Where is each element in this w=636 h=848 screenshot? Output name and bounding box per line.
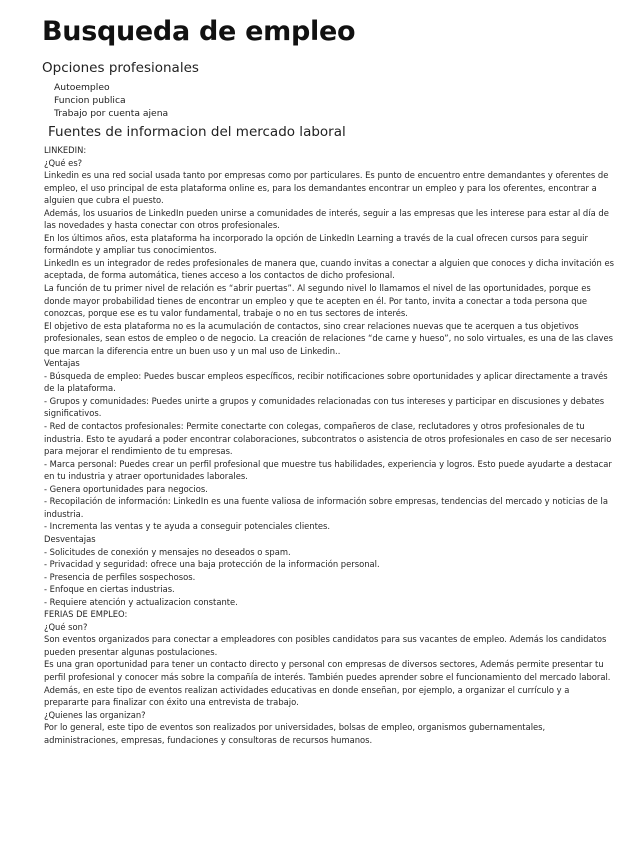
paragraph: - Genera oportunidades para negocios. bbox=[44, 483, 208, 494]
paragraph: LINKEDIN: bbox=[44, 145, 87, 155]
paragraph: Ventajas bbox=[44, 358, 80, 369]
paragraph: - Incrementa las ventas y te ayuda a conseguir potenciales clientes. bbox=[44, 521, 331, 532]
page-title: Busqueda de empleo bbox=[42, 16, 356, 47]
list-item: Trabajo por cuenta ajena bbox=[54, 108, 169, 119]
paragraph: LinkedIn es un integrador de redes profesionales de manera que, cuando invitas a conectar a alguien que conoces y dicha invitación es aceptada, de forma automática, tienes acceso a los contactos de dicho profesional. bbox=[44, 257, 615, 281]
paragraph: - Búsqueda de empleo: Puedes buscar empleos específicos, recibir notificaciones sobre oportunidades y aplicar directamente a través de la plataforma. bbox=[44, 370, 608, 394]
paragraph: La función de tu primer nivel de relación es “abrir puertas”. Al segundo nivel lo llamamos el nivel de las oportunidades, porque es donde mayor probabilidad tienes de encontrar un empleo y que te acepten en él. Por tanto, invita a conectar a toda persona que conozcas, porque ese es tu valor fundamental, trabaje o no en tus sectores de interés. bbox=[44, 283, 591, 319]
paragraph: Son eventos organizados para conectar a empleadores con posibles candidatos para sus vacantes de empleo. Además los candidatos pueden presentar algunas postulaciones. bbox=[44, 634, 607, 657]
paragraph: - Enfoque en ciertas industrias. bbox=[44, 584, 175, 595]
paragraph: El objetivo de esta plataforma no es la acumulación de contactos, sino crear relaciones nuevas que te acerquen a tus objetivos profesionales, sean estos de empleo o de negocio. La creación de relaciones “de carne y hueso”, no solo virtuales, es una de las claves que marcan la diferencia entre un buen uso y un mal uso de Linkedin.. bbox=[44, 320, 613, 356]
paragraph: ¿Qué son? bbox=[44, 621, 88, 632]
paragraph: - Solicitudes de conexión y mensajes no deseados o spam. bbox=[44, 546, 291, 557]
paragraph: Por lo general, este tipo de eventos son realizados por universidades, bolsas de empleo, organismos gubernamentales, administraciones, empresas, fundaciones y consultoras de recursos humanos. bbox=[44, 722, 546, 745]
paragraph: - Privacidad y seguridad: ofrece una baja protección de la información personal. bbox=[44, 559, 380, 570]
paragraph: - Red de contactos profesionales: Permite conectarte con colegas, compañeros de clase, reclutadores y otros profesionales de tu industria. Esto te ayudará a poder encontrar colaboraciones, subcontratos o asistencia de otros profesionales en caso de ser necesario para mejorar el rendimiento de tu empresas. bbox=[44, 421, 612, 457]
options-list bbox=[54, 81, 168, 120]
body-text bbox=[44, 144, 616, 746]
section-heading-opciones: Opciones profesionales bbox=[42, 60, 199, 76]
paragraph: ¿Quienes las organizan? bbox=[44, 709, 146, 720]
paragraph: En los últimos años, esta plataforma ha incorporado la opción de LinkedIn Learning a través de la cual ofrecen cursos para seguir formándote y ampliar tus conocimientos. bbox=[44, 232, 588, 256]
paragraph: Es una gran oportunidad para tener un contacto directo y personal con empresas de diversos sectores, Además permite presentar tu perfil profesional y conocer más sobre la compañía de interés. También puedes aprender sobre el funcionamiento del mercado laboral. Además, en este tipo de eventos realizan actividades educativas en donde enseñan, por ejemplo, a organizar el currículo y a prepararte para finalizar con éxito una entrevista de trabajo. bbox=[44, 659, 611, 708]
paragraph: FERIAS DE EMPLEO: bbox=[44, 609, 128, 620]
paragraph: ¿Qué es? bbox=[44, 157, 83, 168]
paragraph: - Grupos y comunidades: Puedes unirte a grupos y comunidades relacionadas con tus intereses y participar en discusiones y debates significativos. bbox=[44, 395, 605, 419]
paragraph: - Presencia de perfiles sospechosos. bbox=[44, 571, 196, 582]
paragraph: Desventajas bbox=[44, 533, 96, 544]
section-heading-fuentes: Fuentes de informacion del mercado laboral bbox=[48, 124, 346, 140]
paragraph: Además, los usuarios de LinkedIn pueden unirse a comunidades de interés, seguir a las empresas que les interese para estar al día de las novedades y hasta conectar con otros profesionales. bbox=[44, 207, 609, 231]
paragraph: - Marca personal: Puedes crear un perfil profesional que muestre tus habilidades, experiencia y logros. Esto puede ayudarte a destacar en tu industria y atraer oportunidades laborales. bbox=[44, 458, 612, 482]
paragraph: Linkedin es una red social usada tanto por empresas como por particulares. Es punto de encuentro entre demandantes y oferentes de empleo, el uso principal de esta plataforma online es, para los demandantes encontrar un empleo y para los oferentes, encontrar a alguien que cubra el puesto. bbox=[44, 170, 609, 206]
paragraph: - Requiere atención y actualizacion constante. bbox=[44, 596, 238, 607]
list-item: Autoempleo bbox=[54, 82, 110, 93]
list-item: Funcion publica bbox=[54, 95, 126, 106]
paragraph: - Recopilación de información: LinkedIn es una fuente valiosa de información sobre empresas, tendencias del mercado y noticias de la industria. bbox=[44, 496, 608, 519]
